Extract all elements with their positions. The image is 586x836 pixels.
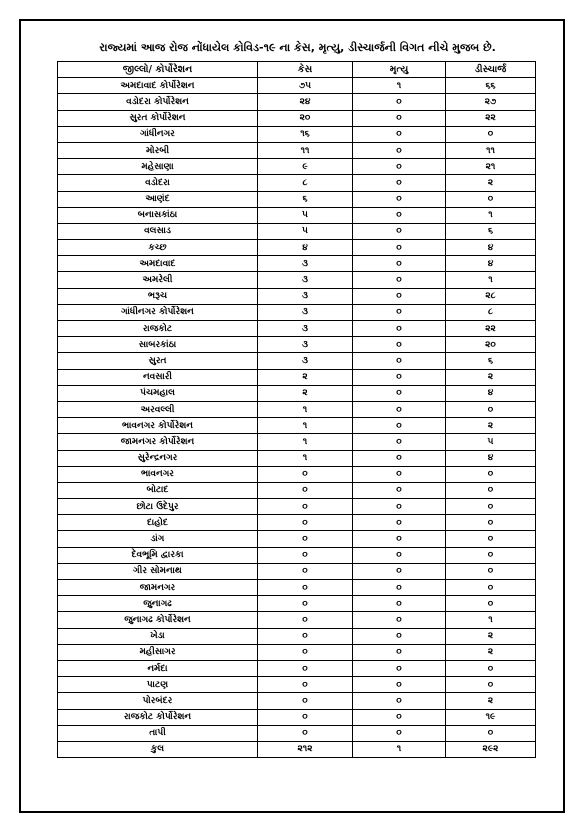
deaths-cell: ૦	[353, 126, 446, 142]
cases-cell: ૨	[258, 369, 353, 385]
table-row	[58, 159, 536, 175]
discharge-cell: ૪	[446, 385, 536, 401]
table-row	[58, 272, 536, 288]
cases-cell: ૫	[258, 223, 353, 239]
deaths-cell: ૦	[353, 547, 446, 563]
cases-cell: ૧૧	[258, 142, 353, 158]
district-cell: જામનગર	[58, 580, 258, 596]
table-row	[58, 515, 536, 531]
table-row	[58, 596, 536, 612]
deaths-cell: ૧	[353, 78, 446, 94]
deaths-cell: ૦	[353, 499, 446, 515]
discharge-cell: ૬	[446, 223, 536, 239]
discharge-cell: ૬૬	[446, 78, 536, 94]
discharge-cell: ૦	[446, 482, 536, 498]
deaths-cell: ૦	[353, 94, 446, 110]
district-cell: નવસારી	[58, 369, 258, 385]
district-cell: ડાંગ	[58, 531, 258, 547]
cases-cell: ૭૫	[258, 78, 353, 94]
district-cell: મહેસાણા	[58, 159, 258, 175]
table-row	[58, 288, 536, 304]
deaths-cell: ૦	[353, 369, 446, 385]
cases-cell: ૦	[258, 563, 353, 579]
cases-cell: ૨૦	[258, 110, 353, 126]
table-row	[58, 256, 536, 272]
discharge-cell: ૧૯	[446, 709, 536, 725]
district-cell: વડોદરા કોર્પોરેશન	[58, 94, 258, 110]
district-cell: ભાવનગર કોર્પોરેશન	[58, 418, 258, 434]
deaths-cell: ૦	[353, 693, 446, 709]
district-cell: વલસાડ	[58, 223, 258, 239]
discharge-cell: ૧૧	[446, 142, 536, 158]
district-cell: છોટા ઉદેપુર	[58, 499, 258, 515]
district-cell: બોટાદ	[58, 482, 258, 498]
cases-cell: ૦	[258, 693, 353, 709]
discharge-cell: ૦	[446, 660, 536, 676]
cases-cell: ૧	[258, 434, 353, 450]
table-row	[58, 110, 536, 126]
deaths-cell: ૦	[353, 353, 446, 369]
table-row	[58, 660, 536, 676]
table-row	[58, 434, 536, 450]
table-row	[58, 353, 536, 369]
discharge-cell: ૨	[446, 644, 536, 660]
discharge-cell: ૦	[446, 401, 536, 417]
district-cell: સાબરકાંઠા	[58, 337, 258, 353]
cases-cell: ૦	[258, 660, 353, 676]
district-cell: પાટણ	[58, 677, 258, 693]
cases-cell: ૦	[258, 499, 353, 515]
discharge-cell: ૦	[446, 126, 536, 142]
discharge-cell: ૪	[446, 256, 536, 272]
deaths-cell: ૦	[353, 434, 446, 450]
discharge-cell: ૨૨	[446, 110, 536, 126]
discharge-cell: ૪	[446, 450, 536, 466]
deaths-cell: ૦	[353, 563, 446, 579]
discharge-cell: ૨	[446, 693, 536, 709]
deaths-cell: ૦	[353, 401, 446, 417]
district-cell: પંચમહાલ	[58, 385, 258, 401]
deaths-cell: ૦	[353, 240, 446, 256]
deaths-cell: ૦	[353, 223, 446, 239]
deaths-cell: ૦	[353, 531, 446, 547]
district-cell: દેવભૂમિ દ્વારકા	[58, 547, 258, 563]
table-row	[58, 94, 536, 110]
header-district: જીલ્લો/ કોર્પોરેશન	[58, 62, 258, 78]
table-row	[58, 240, 536, 256]
cases-cell: ૮	[258, 175, 353, 191]
deaths-cell: ૦	[353, 321, 446, 337]
cases-cell: ૪	[258, 240, 353, 256]
table-row	[58, 369, 536, 385]
discharge-cell: ૦	[446, 547, 536, 563]
district-cell: કચ્છ	[58, 240, 258, 256]
deaths-cell: ૦	[353, 482, 446, 498]
district-cell: અમરેલી	[58, 272, 258, 288]
table-row	[58, 401, 536, 417]
deaths-cell: ૧	[353, 741, 446, 757]
deaths-cell: ૦	[353, 385, 446, 401]
header-cases: કેસ	[258, 62, 353, 78]
district-cell: સુરત	[58, 353, 258, 369]
cases-cell: ૦	[258, 596, 353, 612]
discharge-cell: ૧	[446, 272, 536, 288]
discharge-cell: ૦	[446, 191, 536, 207]
cases-cell: ૩	[258, 272, 353, 288]
cases-cell: ૦	[258, 644, 353, 660]
deaths-cell: ૦	[353, 515, 446, 531]
table-row	[58, 207, 536, 223]
district-cell: મહીસાગર	[58, 644, 258, 660]
deaths-cell: ૦	[353, 159, 446, 175]
cases-cell: ૦	[258, 482, 353, 498]
district-cell: દાહોદ	[58, 515, 258, 531]
total-row	[58, 741, 536, 757]
page-title: રાજ્યમાં આજ રોજ નોંધાયેલ કોવિડ-૧૯ ના કેસ, મૃત્યુ, ડીસ્ચાર્જની વિગત નીચે મુજબ છે.	[99, 41, 496, 54]
discharge-cell: ૦	[446, 466, 536, 482]
discharge-cell: ૬	[446, 353, 536, 369]
deaths-cell: ૦	[353, 628, 446, 644]
discharge-cell: ૨૨	[446, 321, 536, 337]
cases-cell: ૯	[258, 159, 353, 175]
discharge-cell: ૦	[446, 563, 536, 579]
district-cell: અમદાવાદ કોર્પોરેશન	[58, 78, 258, 94]
discharge-cell: ૨	[446, 369, 536, 385]
table-header-row	[58, 62, 536, 78]
table-row	[58, 563, 536, 579]
discharge-cell: ૧	[446, 612, 536, 628]
deaths-cell: ૦	[353, 272, 446, 288]
district-cell: ખેડા	[58, 628, 258, 644]
cases-cell: ૩	[258, 321, 353, 337]
table-row	[58, 337, 536, 353]
cases-cell: ૩	[258, 304, 353, 320]
deaths-cell: ૦	[353, 288, 446, 304]
table-row	[58, 709, 536, 725]
cases-cell: ૦	[258, 515, 353, 531]
deaths-cell: ૦	[353, 612, 446, 628]
discharge-cell: ૦	[446, 677, 536, 693]
table-row	[58, 142, 536, 158]
table-row	[58, 612, 536, 628]
district-cell: રાજકોટ	[58, 321, 258, 337]
discharge-cell: ૦	[446, 515, 536, 531]
deaths-cell: ૦	[353, 304, 446, 320]
table-row	[58, 547, 536, 563]
cases-cell: ૫	[258, 207, 353, 223]
table-row	[58, 628, 536, 644]
discharge-cell: ૨	[446, 418, 536, 434]
deaths-cell: ૦	[353, 418, 446, 434]
district-cell: બનાસકાંઠા	[58, 207, 258, 223]
deaths-cell: ૦	[353, 191, 446, 207]
district-cell: નર્મદા	[58, 660, 258, 676]
discharge-cell: ૮	[446, 304, 536, 320]
discharge-cell: ૪	[446, 240, 536, 256]
header-deaths: મૃત્યુ	[353, 62, 446, 78]
district-cell: સુરેન્દ્રનગર	[58, 450, 258, 466]
district-cell: જુનાગઢ કોર્પોરેશન	[58, 612, 258, 628]
discharge-cell: ૨૧	[446, 159, 536, 175]
table-row	[58, 418, 536, 434]
deaths-cell: ૦	[353, 142, 446, 158]
discharge-cell: ૫	[446, 434, 536, 450]
district-cell: ભરૂચ	[58, 288, 258, 304]
cases-cell: ૦	[258, 466, 353, 482]
table-row	[58, 531, 536, 547]
district-cell: વડોદરા	[58, 175, 258, 191]
district-cell: ભાવનગર	[58, 466, 258, 482]
cases-cell: ૬	[258, 191, 353, 207]
deaths-cell: ૦	[353, 580, 446, 596]
district-cell: મોરબી	[58, 142, 258, 158]
table-row	[58, 191, 536, 207]
table-row	[58, 580, 536, 596]
discharge-cell: ૧	[446, 207, 536, 223]
table-row	[58, 450, 536, 466]
discharge-cell: ૦	[446, 499, 536, 515]
discharge-cell: ૨	[446, 175, 536, 191]
deaths-cell: ૦	[353, 337, 446, 353]
deaths-cell: ૦	[353, 175, 446, 191]
cases-cell: ૧	[258, 401, 353, 417]
deaths-cell: ૦	[353, 677, 446, 693]
discharge-cell: ૦	[446, 531, 536, 547]
district-cell: ગાંધીનગર	[58, 126, 258, 142]
discharge-cell: ૦	[446, 725, 536, 741]
district-cell: જુનાગઢ	[58, 596, 258, 612]
deaths-cell: ૦	[353, 450, 446, 466]
table-row	[58, 482, 536, 498]
table-row	[58, 78, 536, 94]
table-row	[58, 126, 536, 142]
table-row	[58, 677, 536, 693]
cases-cell: ૦	[258, 612, 353, 628]
discharge-cell: ૨૦	[446, 337, 536, 353]
district-cell: તાપી	[58, 725, 258, 741]
covid-table	[57, 61, 536, 758]
cases-cell: ૩	[258, 353, 353, 369]
cases-cell: ૨	[258, 385, 353, 401]
discharge-cell: ૨	[446, 628, 536, 644]
deaths-cell: ૦	[353, 466, 446, 482]
discharge-cell: ૨૮	[446, 288, 536, 304]
deaths-cell: ૦	[353, 596, 446, 612]
district-cell: કુલ	[58, 741, 258, 757]
header-discharge: ડીસ્ચાર્જ	[446, 62, 536, 78]
deaths-cell: ૦	[353, 256, 446, 272]
discharge-cell: ૦	[446, 580, 536, 596]
deaths-cell: ૦	[353, 110, 446, 126]
cases-cell: ૩	[258, 288, 353, 304]
cases-cell: ૧	[258, 450, 353, 466]
district-cell: રાજકોટ કોર્પોરેશન	[58, 709, 258, 725]
district-cell: અરવલ્લી	[58, 401, 258, 417]
cases-cell: ૧૬	[258, 126, 353, 142]
deaths-cell: ૦	[353, 709, 446, 725]
table-row	[58, 499, 536, 515]
cases-cell: ૧	[258, 418, 353, 434]
cases-cell: ૦	[258, 725, 353, 741]
cases-cell: ૦	[258, 628, 353, 644]
table-row	[58, 223, 536, 239]
deaths-cell: ૦	[353, 644, 446, 660]
deaths-cell: ૦	[353, 207, 446, 223]
deaths-cell: ૦	[353, 660, 446, 676]
table-row	[58, 304, 536, 320]
discharge-cell: ૨૯૨	[446, 741, 536, 757]
cases-cell: ૦	[258, 547, 353, 563]
cases-cell: ૩	[258, 337, 353, 353]
table-row	[58, 725, 536, 741]
cases-cell: ૦	[258, 709, 353, 725]
district-cell: પોરબંદર	[58, 693, 258, 709]
cases-cell: ૦	[258, 531, 353, 547]
table-row	[58, 466, 536, 482]
discharge-cell: ૨૭	[446, 94, 536, 110]
district-cell: આણંદ	[58, 191, 258, 207]
district-cell: અમદાવાદ	[58, 256, 258, 272]
deaths-cell: ૦	[353, 725, 446, 741]
discharge-cell: ૦	[446, 596, 536, 612]
district-cell: જામનગર કોર્પોરેશન	[58, 434, 258, 450]
cases-cell: ૨૪	[258, 94, 353, 110]
table-row	[58, 385, 536, 401]
cases-cell: ૨૧૨	[258, 741, 353, 757]
table-row	[58, 321, 536, 337]
table-row	[58, 644, 536, 660]
table-row	[58, 693, 536, 709]
cases-cell: ૩	[258, 256, 353, 272]
table-row	[58, 175, 536, 191]
cases-cell: ૦	[258, 580, 353, 596]
district-cell: સુરત કોર્પોરેશન	[58, 110, 258, 126]
district-cell: ગાંધીનગર કોર્પોરેશન	[58, 304, 258, 320]
cases-cell: ૦	[258, 677, 353, 693]
district-cell: ગીર સોમનાથ	[58, 563, 258, 579]
